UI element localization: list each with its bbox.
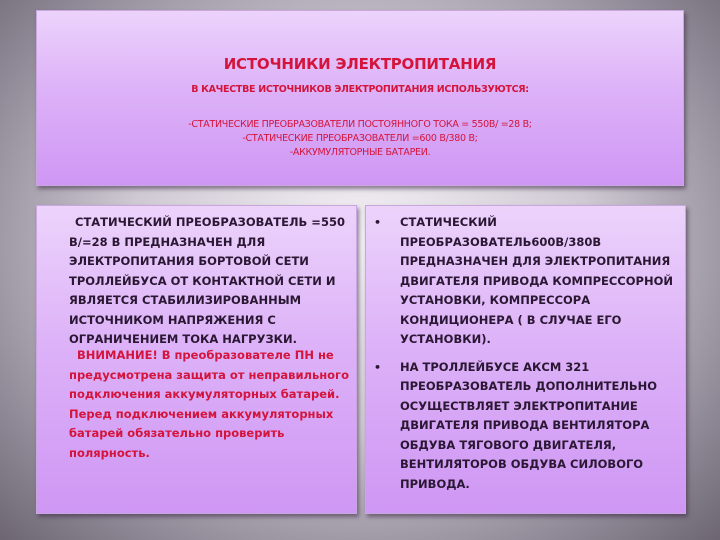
converter-description: СТАТИЧЕСКИЙ ПРЕОБРАЗОВАТЕЛЬ =550 В/=28 В ПРЕДНАЗНАЧЕН ДЛЯ ЭЛЕКТРОПИТАНИЯ БОРТОВОЙ СЕТИ ТРОЛЛЕЙБУСА ОТ КОНТАКТНОЙ СЕТИ И ЯВЛЯЕТСЯ СТАБИЛИЗИРОВАННЫМ ИСТОЧНИКОМ НАПРЯЖЕНИЯ С ОГРАНИЧЕНИЕМ ТОКА НАГРУЗКИ. <box>69 215 345 346</box>
power-source-list <box>37 118 683 160</box>
bullet-icon: • <box>374 216 382 229</box>
warning-note: ВНИМАНИЕ! В преобразователе ПН не предусмотрена защита от неправильного подключения аккумуляторных батарей. Перед подключением аккумуляторных батарей обязательно проверить полярность. <box>69 348 349 460</box>
bullet-list <box>374 213 679 502</box>
bullet-text: СТАТИЧЕСКИЙ ПРЕОБРАЗОВАТЕЛЬ600В/380В ПРЕДНАЗНАЧЕН ДЛЯ ЭЛЕКТРОПИТАНИЯ ДВИГАТЕЛЯ ПРИВОДА КОМПРЕССОРНОЙ УСТАНОВКИ, КОМПРЕССОРА КОНДИЦИОНЕРА ( В СЛУЧАЕ ЕГО УСТАНОВКИ). <box>400 215 673 346</box>
bullet-item <box>374 213 679 350</box>
bullet-icon: • <box>374 360 382 374</box>
left-content-panel <box>36 205 357 514</box>
power-source-item: -АККУМУЛЯТОРНЫЕ БАТАРЕИ. <box>289 147 431 158</box>
bullet-text: НА ТРОЛЛЕЙБУСЕ АКСМ 321 ПРЕОБРАЗОВАТЕЛЬ ДОПОЛНИТЕЛЬНО ОСУЩЕСТВЛЯЕТ ЭЛЕКТРОПИТАНИЕ ДВИГАТЕЛЯ ПРИВОДА ВЕНТИЛЯТОРА ОБДУВА ТЯГОВОГО ДВИГАТЕЛЯ, ВЕНТИЛЯТОРОВ ОБДУВА СИЛОВОГО ПРИВОДА. <box>400 359 658 491</box>
bullet-item <box>374 358 679 495</box>
power-source-item: -СТАТИЧЕСКИЕ ПРЕОБРАЗОВАТЕЛИ ПОСТОЯННОГО ТОКА = 550В/ =28 В; <box>188 119 532 130</box>
right-content-panel <box>365 205 686 514</box>
power-source-item: -СТАТИЧЕСКИЕ ПРЕОБРАЗОВАТЕЛИ =600 В/380 В; <box>242 133 478 144</box>
slide-subtitle: В КАЧЕСТВЕ ИСТОЧНИКОВ ЭЛЕКТРОПИТАНИЯ ИСПОЛЬЗУЮТСЯ: <box>191 84 529 95</box>
title-panel <box>36 10 684 186</box>
slide-title: ИСТОЧНИКИ ЭЛЕКТРОПИТАНИЯ <box>223 55 497 73</box>
